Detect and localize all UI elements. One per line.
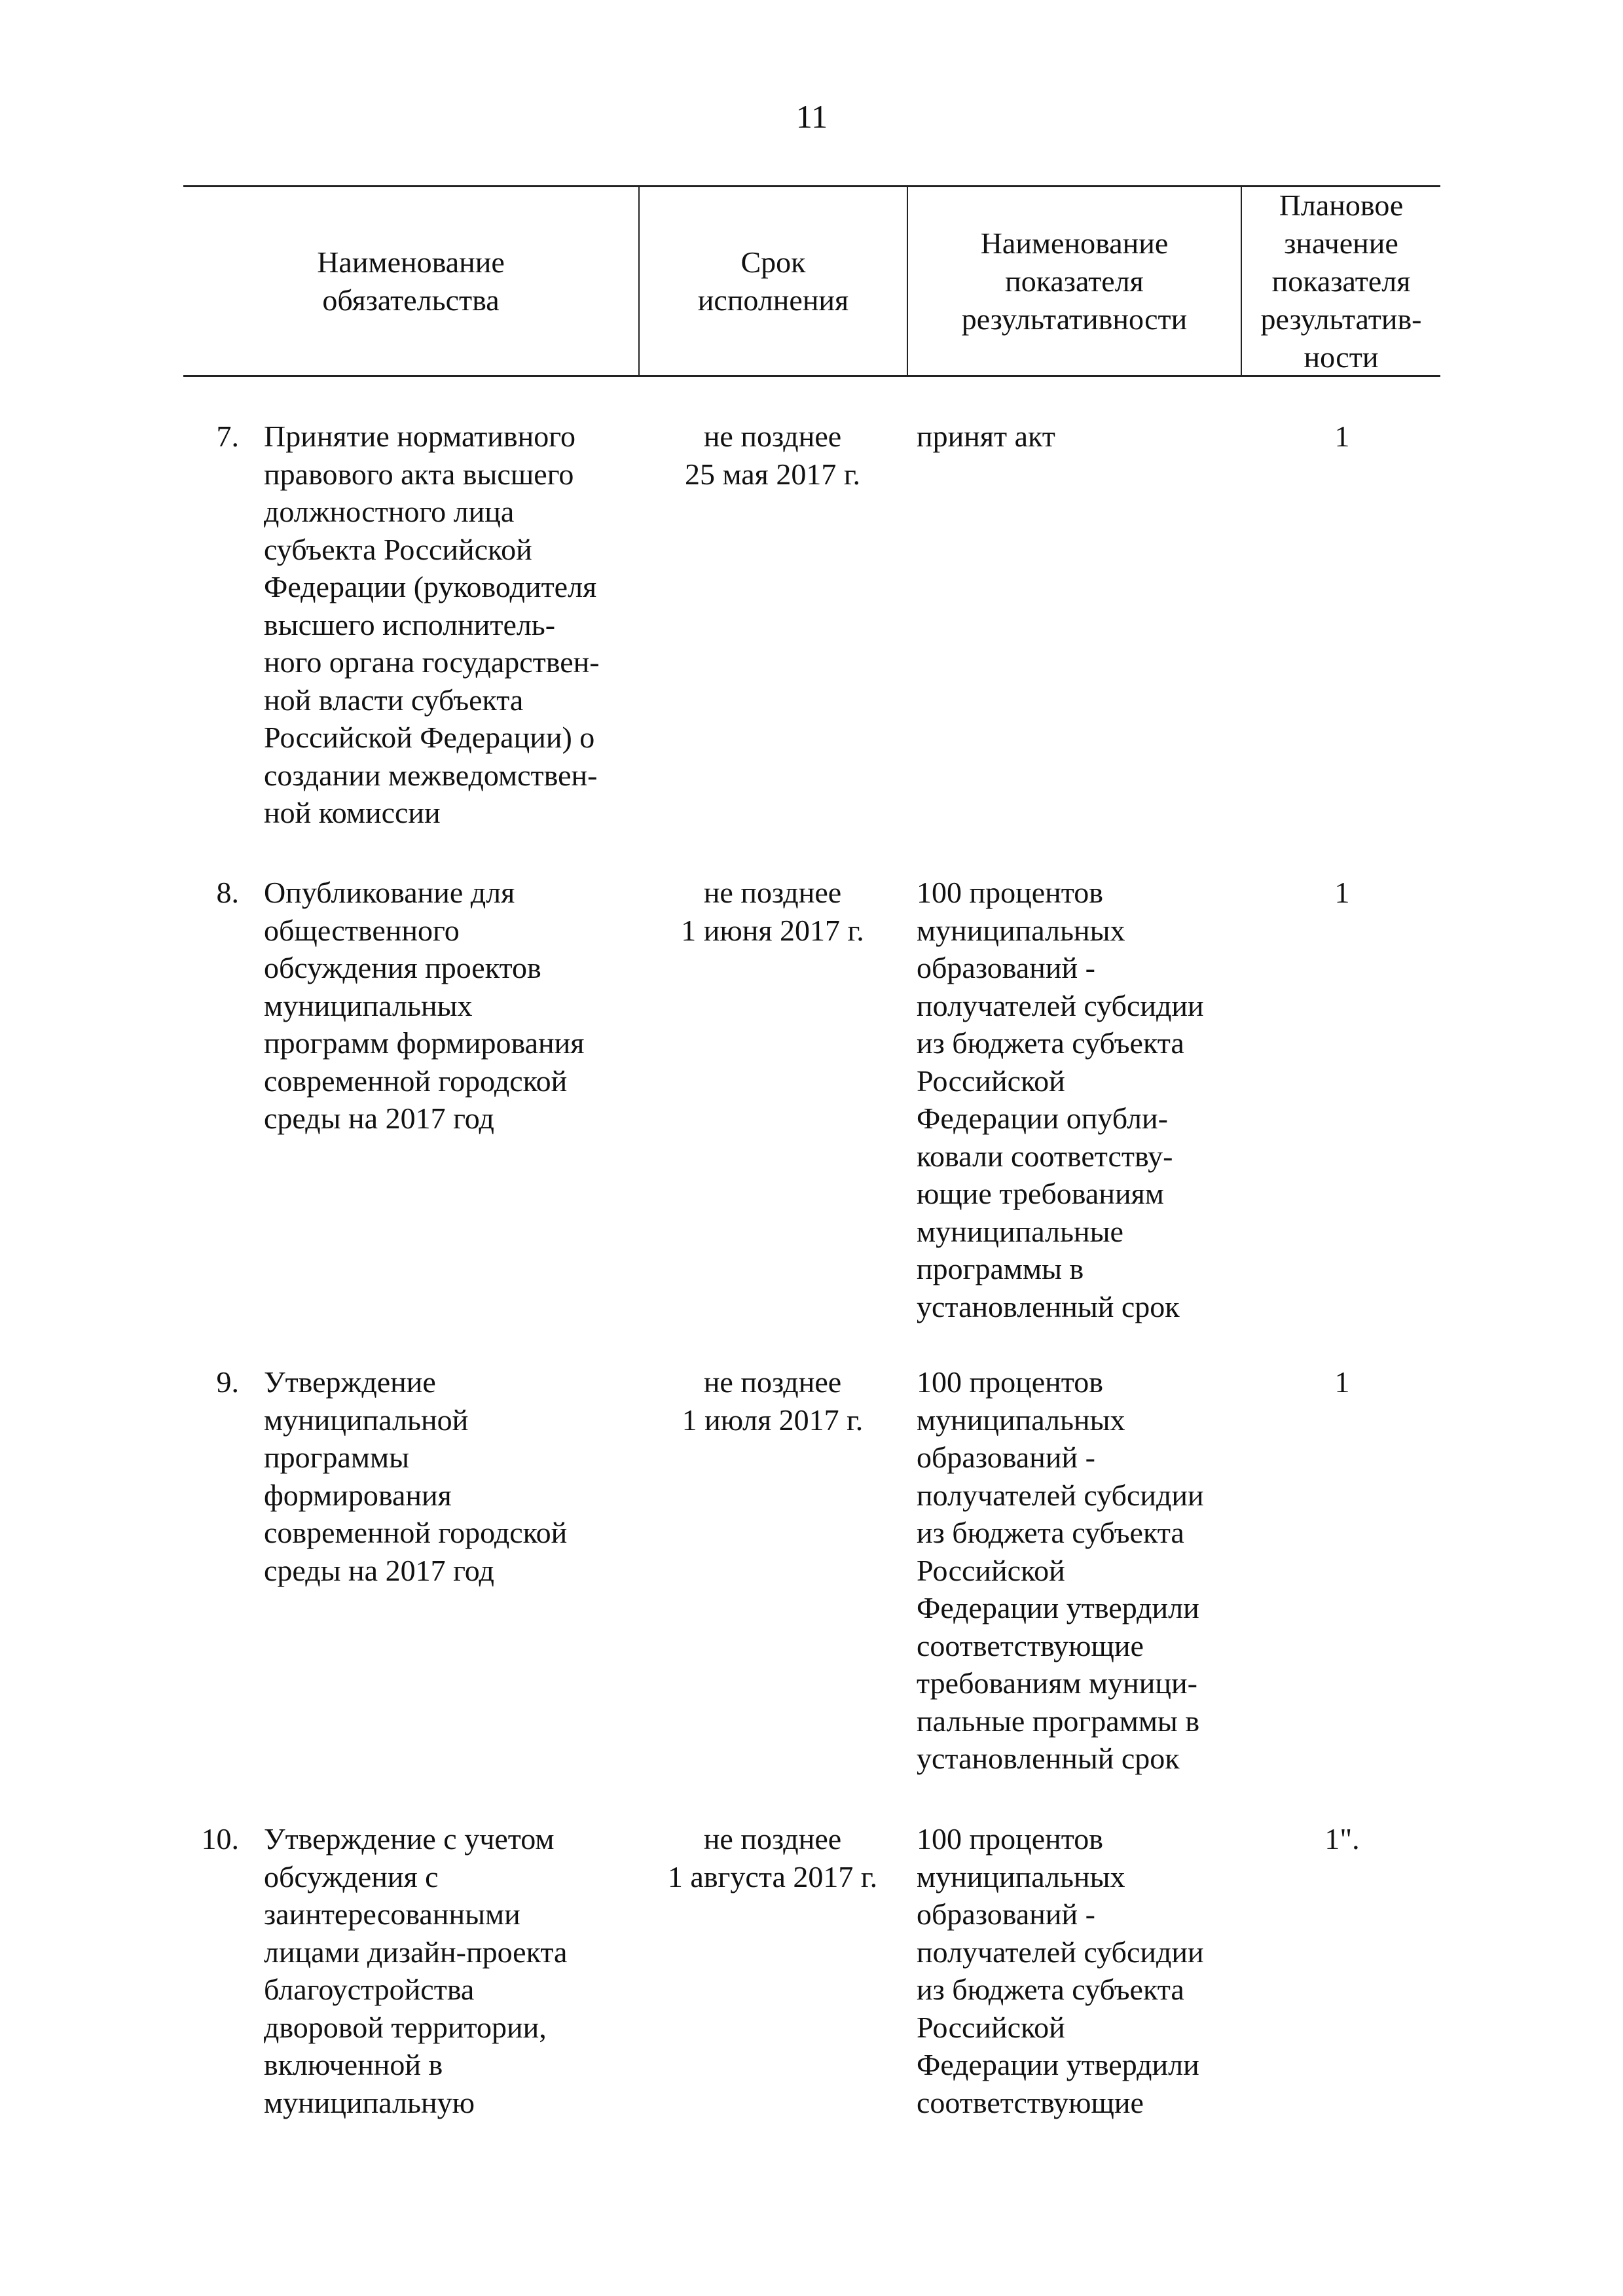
- row-planned-value: 1: [1334, 876, 1350, 909]
- row-obligation: Утверждение муниципальной программы формирования современной городской среды на 2017 год: [264, 1365, 568, 1587]
- row-obligation: Опубликование для общественного обсуждения проектов муниципальных программ формирования современной городской среды на 2017 год: [264, 876, 585, 1135]
- row-indicator: 100 процентов муниципальных образований - получателей субсидии из бюджета субъекта Российской Федерации опубли- ковали соответству- ющие требованиям муниципальные программы в установленный срок: [917, 876, 1204, 1323]
- row-deadline: не позднее 25 мая 2017 г.: [684, 420, 861, 491]
- row-obligation: Утверждение с учетом обсуждения с заинтересованными лицами дизайн-проекта благоустройства дворовой территории, включенной в муниципальную: [264, 1822, 568, 2119]
- row-deadline: не позднее 1 июня 2017 г.: [681, 876, 864, 947]
- row-planned-value: 1: [1334, 1365, 1350, 1399]
- page-number: 11: [795, 98, 828, 135]
- row-number: 8.: [216, 876, 239, 909]
- row-indicator: 100 процентов муниципальных образований - получателей субсидии из бюджета субъекта Российской Федерации утвердили соответствующие: [917, 1822, 1204, 2119]
- header-indicator: Наименование показателя результативности: [961, 226, 1188, 336]
- row-planned-value: 1".: [1324, 1822, 1360, 1856]
- row-indicator: принят акт: [917, 420, 1055, 453]
- row-deadline: не позднее 1 августа 2017 г.: [667, 1822, 878, 1893]
- header-obligation: Наименование обязательства: [317, 245, 505, 317]
- row-planned-value: 1: [1334, 420, 1350, 453]
- header-deadline: Срок исполнения: [697, 245, 849, 317]
- row-deadline: не позднее 1 июля 2017 г.: [682, 1365, 864, 1437]
- row-indicator: 100 процентов муниципальных образований - получателей субсидии из бюджета субъекта Российской Федерации утвердили соответствующие требованиям муници- пальные программы в установленный срок: [917, 1365, 1204, 1775]
- row-number: 10.: [201, 1822, 239, 1856]
- row-obligation: Принятие нормативного правового акта высшего должностного лица субъекта Российской Федерации (руководителя высшего исполнитель- ного органа государствен- ной власти субъекта Российской Федерации) о создании межведомствен- ной комиссии: [264, 420, 600, 829]
- header-planned-value: Плановое значение показателя результатив- ности: [1260, 188, 1422, 374]
- row-number: 7.: [216, 420, 239, 453]
- row-number: 9.: [216, 1365, 239, 1399]
